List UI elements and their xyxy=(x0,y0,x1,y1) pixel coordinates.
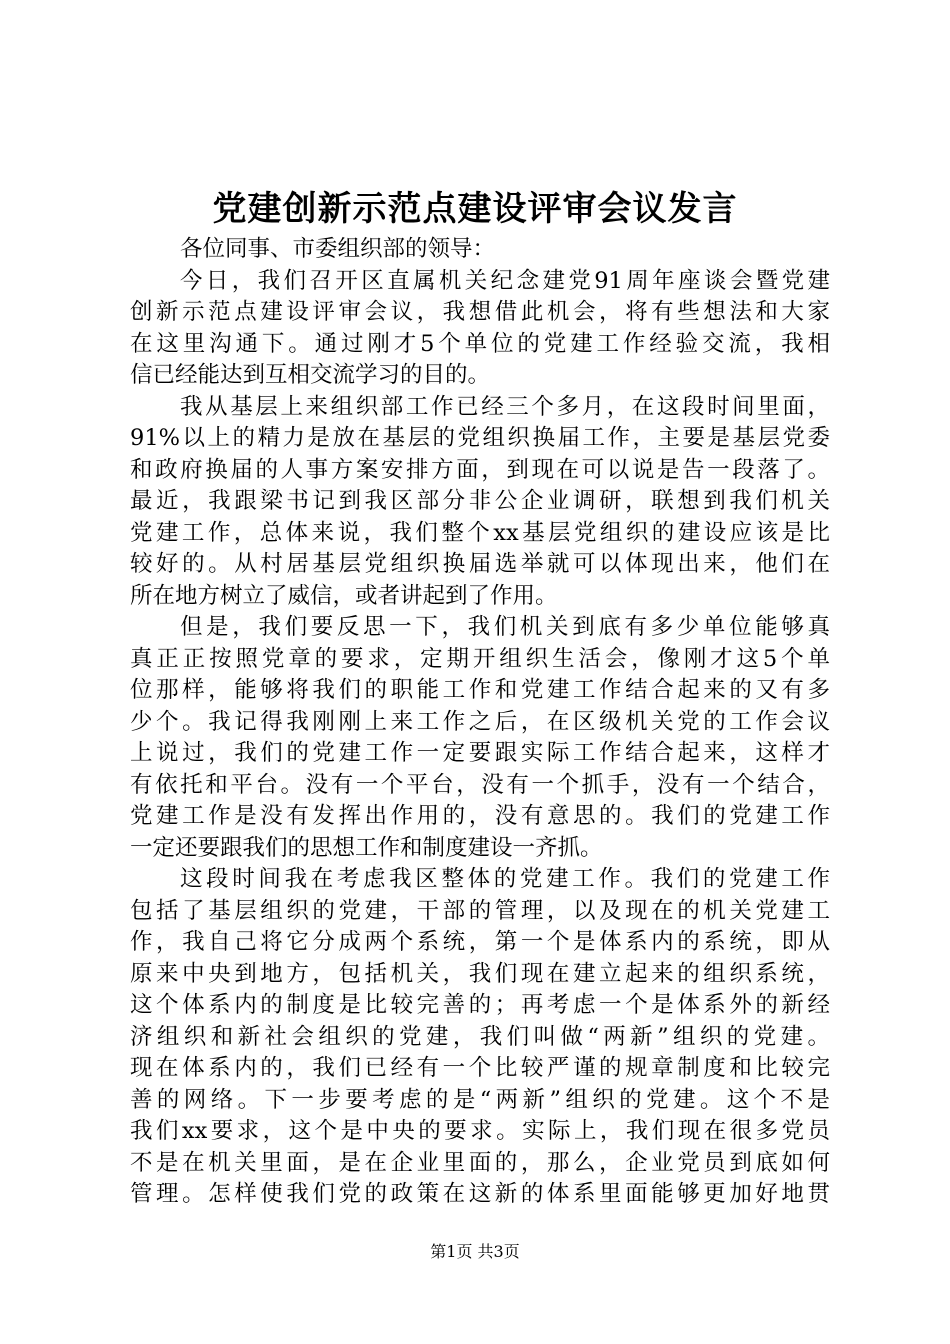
text-line: 作，我自己将它分成两个系统，第一个是体系内的系统，即从 xyxy=(130,929,830,955)
text-line: 真正正按照党章的要求，定期开组织生活会，像刚才这5个单 xyxy=(130,645,830,672)
text-line: 这个体系内的制度是比较完善的；再考虑一个是体系外的新经 xyxy=(130,992,830,1018)
text-line: 少个。我记得我刚刚上来工作之后，在区级机关党的工作会议 xyxy=(130,708,830,735)
text-line: 信已经能达到互相交流学习的目的。 xyxy=(130,362,491,388)
text-line: 包括了基层组织的党建，干部的管理，以及现在的机关党建工 xyxy=(130,897,830,924)
page-footer: 第1页 共3页 xyxy=(430,1242,520,1261)
text-line: 所在地方树立了威信，或者讲起到了作用。 xyxy=(130,582,558,609)
text-line: 原来中央到地方，包括机关，我们现在建立起来的组织系统， xyxy=(130,960,830,987)
text-line: 我们xx要求，这个是中央的要求。实际上，我们现在很多党员 xyxy=(130,1118,830,1144)
text-line: 一定还要跟我们的思想工作和制度建设一齐抓。 xyxy=(130,834,603,861)
text-line: 但是，我们要反思一下，我们机关到底有多少单位能够真 xyxy=(180,614,830,640)
text-line: 和政府换届的人事方案安排方面，到现在可以说是告一段落了。 xyxy=(130,456,830,483)
text-line: 善的网络。下一步要考虑的是“两新”组织的党建。这个不是 xyxy=(130,1086,830,1113)
text-line: 各位同事、市委组织部的领导： xyxy=(180,236,496,262)
text-line: 不是在机关里面，是在企业里面的，那么，企业党员到底如何 xyxy=(130,1149,830,1176)
text-line: 党建工作是没有发挥出作用的，没有意思的。我们的党建工作 xyxy=(130,803,830,829)
text-line: 今日，我们召开区直属机关纪念建党91周年座谈会暨党建 xyxy=(180,267,830,294)
text-line: 较好的。从村居基层党组织换届选举就可以体现出来，他们在 xyxy=(130,551,830,577)
text-line: 位那样，能够将我们的职能工作和党建工作结合起来的又有多 xyxy=(130,677,830,703)
text-line: 最近，我跟梁书记到我区部分非公企业调研，联想到我们机关 xyxy=(130,488,830,514)
text-line: 管理。怎样使我们党的政策在这新的体系里面能够更加好地贯 xyxy=(130,1181,830,1207)
text-line: 上说过，我们的党建工作一定要跟实际工作结合起来，这样才 xyxy=(130,740,830,766)
text-line: 91%以上的精力是放在基层的党组织换届工作，主要是基层党委 xyxy=(130,425,830,451)
text-line: 济组织和新社会组织的党建，我们叫做“两新”组织的党建。 xyxy=(130,1023,830,1050)
text-line: 我从基层上来组织部工作已经三个多月，在这段时间里面， xyxy=(180,393,830,420)
text-line: 党建工作，总体来说，我们整个xx基层党组织的建设应该是比 xyxy=(130,519,830,546)
document-body xyxy=(130,234,830,1211)
text-line: 现在体系内的，我们已经有一个比较严谨的规章制度和比较完 xyxy=(130,1055,830,1081)
text-line: 这段时间我在考虑我区整体的党建工作。我们的党建工作 xyxy=(180,866,830,892)
text-line: 创新示范点建设评审会议，我想借此机会，将有些想法和大家 xyxy=(130,299,830,325)
text-line: 在这里沟通下。通过刚才5个单位的党建工作经验交流，我相 xyxy=(130,330,830,357)
text-line: 有依托和平台。没有一个平台，没有一个抓手，没有一个结合， xyxy=(130,771,830,798)
document-title: 党建创新示范点建设评审会议发言 xyxy=(212,189,738,229)
